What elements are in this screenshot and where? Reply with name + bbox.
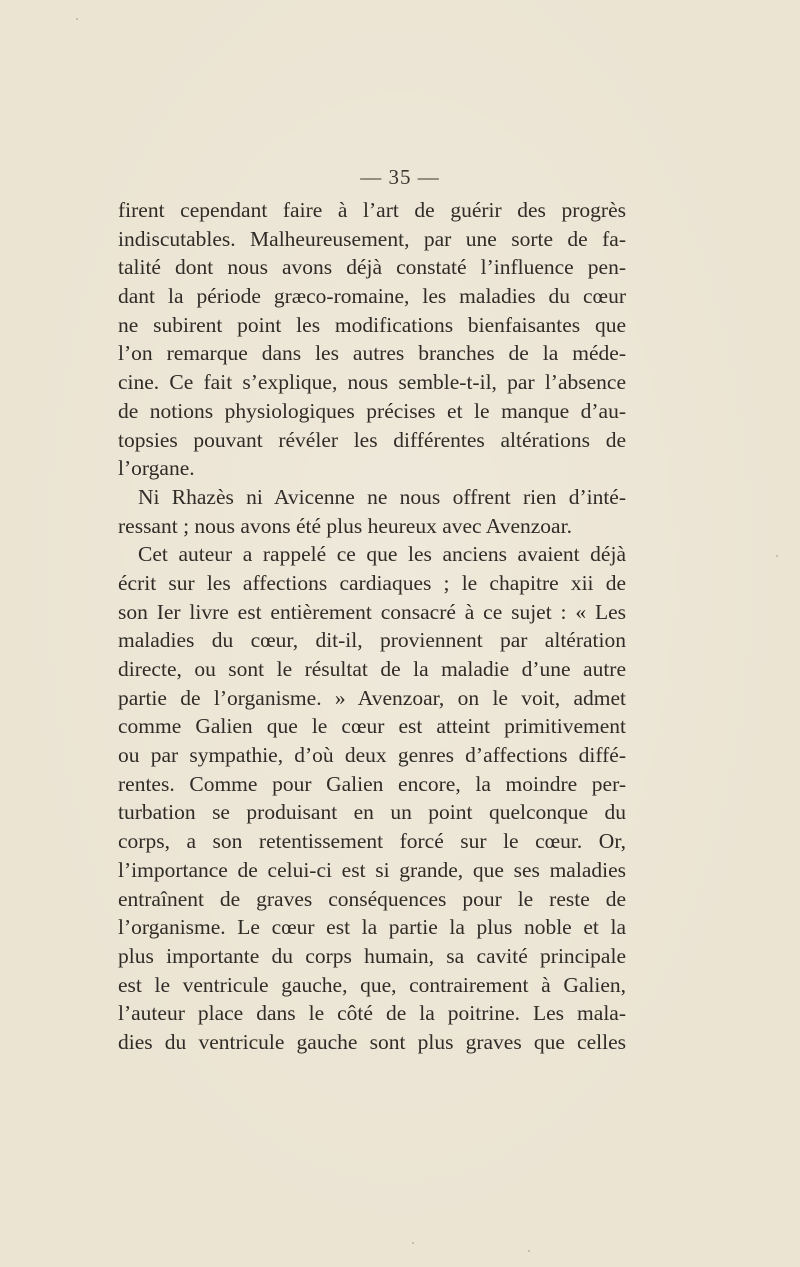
text-line: rentes. Comme pour Galien encore, la moindre per- — [118, 771, 626, 796]
text-line: entraînent de graves conséquences pour le reste de — [118, 886, 626, 911]
text-line: l’importance de celui-ci est si grande, que ses maladies — [118, 857, 626, 882]
text-line: l’on remarque dans les autres branches de la méde- — [118, 341, 626, 366]
text-line: ne subirent point les modifications bienfaisantes que — [118, 312, 626, 337]
text-line: corps, a son retentissement forcé sur le cœur. Or, — [118, 829, 626, 854]
text-line: de notions physiologiques précises et le manque d’au- — [118, 398, 626, 423]
paper-speck — [776, 555, 778, 557]
text-line: plus importante du corps humain, sa cavité principale — [118, 943, 626, 968]
text-line: est le ventricule gauche, que, contrairement à Galien, — [118, 972, 626, 997]
text-line: firent cependant faire à l’art de guérir des progrès — [118, 198, 626, 222]
text-line: turbation se produisant en un point quelconque du — [118, 800, 626, 825]
text-line: indiscutables. Malheureusement, par une sorte de fa- — [118, 226, 626, 251]
text-line: écrit sur les affections cardiaques ; le chapitre xii de — [118, 570, 626, 595]
text-line: partie de l’organisme. » Avenzoar, on le voit, admet — [118, 685, 626, 710]
text-line: ou par sympathie, d’où deux genres d’affections diffé- — [118, 743, 626, 768]
text-line: dant la période græco-romaine, les maladies du cœur — [118, 284, 626, 309]
text-line: topsies pouvant révéler les différentes altérations de — [118, 427, 626, 452]
paper-speck — [76, 18, 78, 20]
paper-speck — [528, 1250, 530, 1252]
text-line: l’organe. — [118, 456, 195, 481]
page-number: — 35 — — [360, 165, 440, 189]
text-line: dies du ventricule gauche sont plus graves que celles — [118, 1029, 626, 1054]
text-line: son Ier livre est entièrement consacré à ce sujet : « Les — [118, 599, 626, 624]
text-line: l’auteur place dans le côté de la poitrine. Les mala- — [118, 1001, 626, 1026]
text-line: Cet auteur a rappelé ce que les anciens avaient déjà — [138, 542, 626, 567]
text-line: comme Galien que le cœur est atteint primitivement — [118, 714, 626, 739]
text-line: ressant ; nous avons été plus heureux avec Avenzoar. — [118, 513, 572, 538]
text-line: directe, ou sont le résultat de la maladie d’une autre — [118, 657, 626, 681]
text-line: Ni Rhazès ni Avicenne ne nous offrent rien d’inté- — [138, 484, 626, 509]
paper-speck — [412, 1242, 414, 1244]
text-line: maladies du cœur, dit-il, proviennent par altération — [118, 628, 626, 653]
text-line: cine. Ce fait s’explique, nous semble-t-il, par l’absence — [118, 370, 626, 395]
text-line: l’organisme. Le cœur est la partie la plus noble et la — [118, 915, 626, 940]
text-line: talité dont nous avons déjà constaté l’influence pen- — [118, 255, 626, 280]
body-text — [118, 196, 626, 1057]
